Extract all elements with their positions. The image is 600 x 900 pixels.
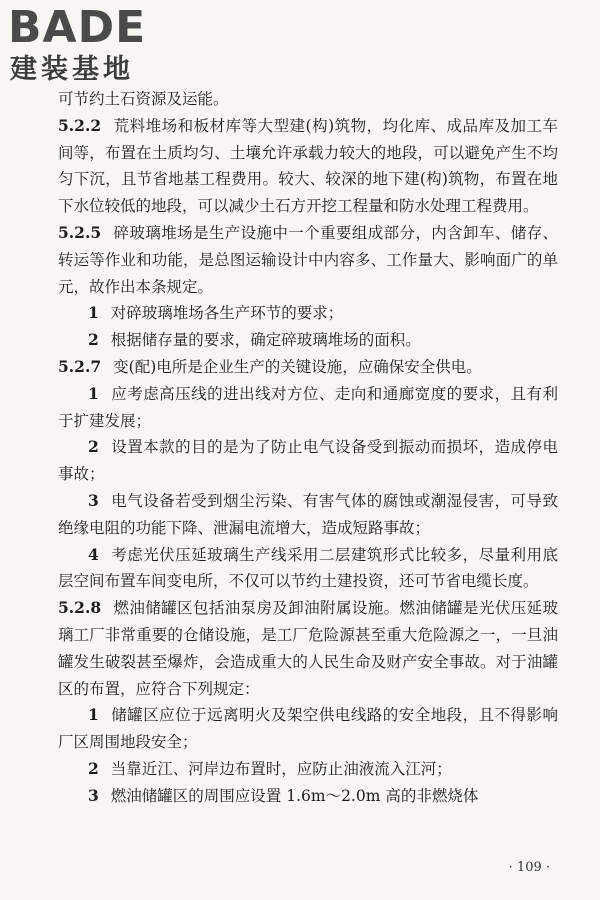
item-text: 电气设备若受到烟尘污染、有害气体的腐蚀或潮湿侵害，可导致绝缘电阻的功能下降、泄漏电流增大，造成短路事故；: [58, 491, 558, 537]
clause-number: 5.2.8: [58, 598, 102, 618]
item-number: 2: [88, 437, 99, 457]
item-text: 燃油储罐区的周围应设置 1.6m～2.0m 高的非燃烧体: [110, 786, 479, 805]
logo-wordmark: BADE: [8, 2, 147, 53]
list-item: [58, 542, 558, 596]
paragraph-text: 可节约土石资源及运能。: [58, 90, 229, 108]
item-text: 储罐区应位于远离明火及架空供电线路的安全地段，且不得影响厂区周围地段安全；: [58, 706, 558, 752]
clause-text: 荒料堆场和板材库等大型建(构)筑物，均化库、成品库及加工车间等，布置在土质均匀、土壤允许承载力较大的地段，可以避免产生不均匀下沉，且节省地基工程费用。较大、较深的地下建(构)筑物，布置在地下水位较低的地段，可以减少土石方开挖工程量和防水处理工程费用。: [58, 116, 558, 216]
item-number: 2: [88, 330, 99, 350]
clause-number: 5.2.7: [58, 356, 102, 376]
list-item: [58, 300, 558, 327]
list-item: [58, 783, 558, 810]
list-item: [58, 381, 558, 435]
clause-5-2-7: [58, 354, 558, 381]
list-item: [58, 327, 558, 354]
list-item: [58, 434, 558, 488]
item-number: 1: [88, 383, 99, 403]
item-text: 应考虑高压线的进出线对方位、走向和通廊宽度的要求，且有利于扩建发展；: [58, 384, 558, 430]
bade-logo: [8, 4, 178, 88]
list-item: [58, 756, 558, 783]
clause-number: 5.2.5: [58, 222, 102, 242]
clause-text: 碎玻璃堆场是生产设施中一个重要组成部分，内含卸车、储存、转运等作业和功能，是总图运输设计中内容多、工作量大、影响面广的单元，故作出本条规定。: [58, 223, 558, 296]
item-text: 设置本款的目的是为了防止电气设备受到振动而损坏，造成停电事故；: [58, 438, 558, 484]
item-text: 根据储存量的要求，确定碎玻璃堆场的面积。: [110, 331, 421, 350]
item-number: 1: [88, 303, 99, 323]
item-number: 2: [88, 758, 99, 778]
item-number: 4: [88, 544, 99, 564]
clause-5-2-5: [58, 220, 558, 300]
clause-text: 变(配)电所是企业生产的关键设施，应确保安全供电。: [113, 357, 482, 376]
clause-5-2-2: [58, 113, 558, 220]
item-text: 对碎玻璃堆场各生产环节的要求；: [110, 304, 344, 323]
clause-5-2-8: [58, 595, 558, 702]
clause-text: 燃油储罐区包括油泵房及卸油附属设施。燃油储罐是光伏压延玻璃工厂非常重要的仓储设施，是工厂危险源甚至重大危险源之一，一旦油罐发生破裂甚至爆炸，会造成重大的人民生命及财产安全事故。对于油罐区的布置，应符合下列规定：: [58, 599, 558, 698]
item-text: 考虑光伏压延玻璃生产线采用二层建筑形式比较多，尽量利用底层空间布置车间变电所，不仅可以节约土建投资，还可节省电缆长度。: [58, 545, 558, 591]
item-text: 当靠近江、河岸边布置时，应防止油液流入江河；: [110, 759, 452, 778]
paragraph-continuation: [58, 86, 558, 113]
document-body: [58, 86, 558, 810]
clause-number: 5.2.2: [58, 115, 102, 135]
logo-subtitle: 建装基地: [10, 54, 134, 85]
item-number: 1: [88, 705, 99, 725]
page-number: · 109 ·: [508, 860, 550, 875]
list-item: [58, 488, 558, 542]
list-item: [58, 702, 558, 756]
item-number: 3: [88, 785, 99, 805]
item-number: 3: [88, 490, 99, 510]
